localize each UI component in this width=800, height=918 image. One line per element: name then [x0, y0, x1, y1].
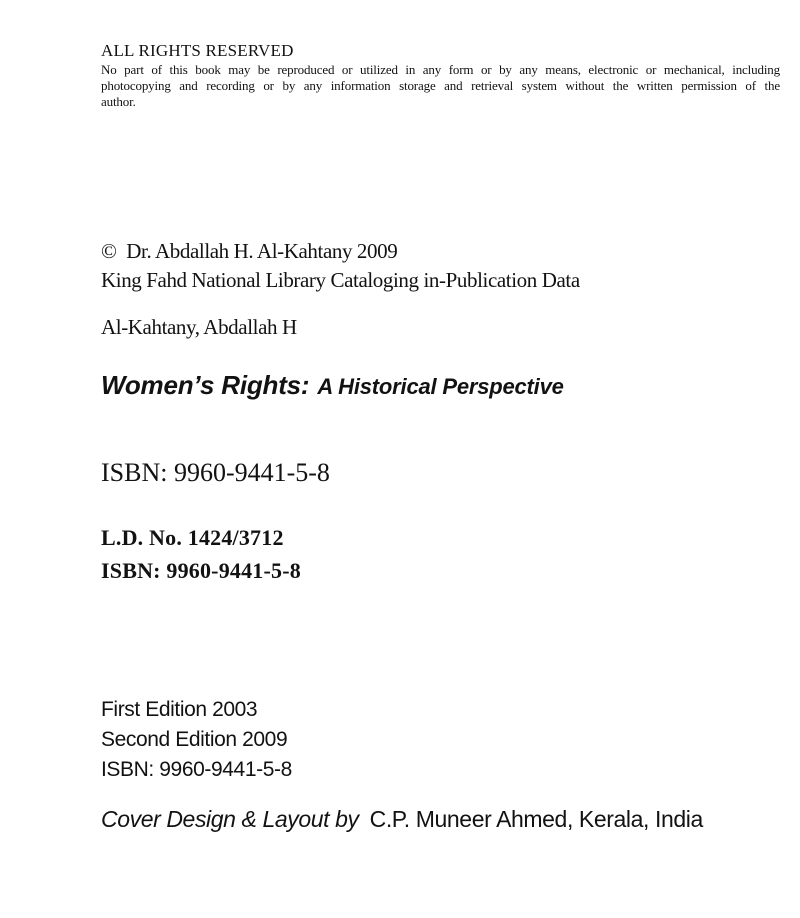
isbn-bold-line: ISBN: 9960-9441-5-8 — [101, 558, 301, 583]
copyright-line: © Dr. Abdallah H. Al-Kahtany 2009 — [101, 239, 398, 263]
book-title-subtitle: A Historical Perspective — [317, 374, 564, 399]
cover-credit-label: Cover Design & Layout by — [101, 806, 359, 832]
first-edition-line: First Edition 2003 — [101, 698, 258, 721]
cataloging-in-publication-line: King Fahd National Library Cataloging in-Publication Data — [101, 268, 580, 292]
book-title — [101, 370, 564, 401]
rights-body-line-2: photocopying and recording or by any information storage and retrieval system without the written permission of the — [101, 78, 780, 93]
second-edition-line: Second Edition 2009 — [101, 728, 288, 751]
rights-body-line-3: author. — [101, 94, 136, 109]
book-title-main: Women’s Rights: — [101, 370, 310, 400]
editions-block — [101, 695, 292, 785]
all-rights-reserved-heading: ALL RIGHTS RESERVED — [101, 41, 294, 60]
edition-isbn-line: ISBN: 9960-9441-5-8 — [101, 758, 292, 781]
cover-credit-value: C.P. Muneer Ahmed, Kerala, India — [369, 806, 703, 832]
cover-credit-line — [101, 806, 703, 833]
rights-notice-section — [101, 41, 780, 110]
rights-body-line-1: No part of this book may be reproduced or utilized in any form or by any means, electronic or mechanical, including — [101, 62, 780, 77]
rights-notice-body — [101, 62, 780, 110]
cataloging-block — [101, 237, 580, 295]
ld-number-line: L.D. No. 1424/3712 — [101, 525, 284, 550]
legal-deposit-block — [101, 521, 301, 587]
author-entry: Al-Kahtany, Abdallah H — [101, 315, 297, 339]
isbn-line: ISBN: 9960-9441-5-8 — [101, 458, 330, 487]
